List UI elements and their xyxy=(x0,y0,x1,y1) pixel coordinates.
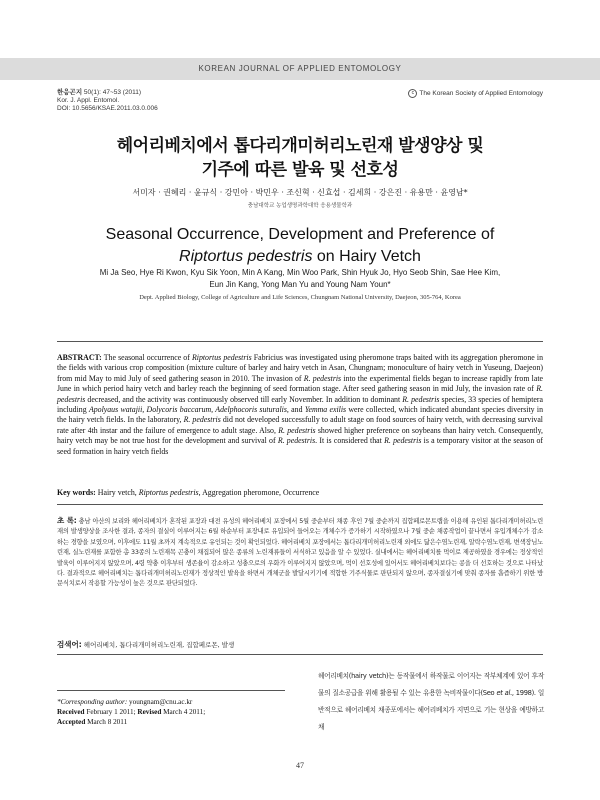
journal-header-band xyxy=(0,58,600,80)
abstract-text: Fabricius was investigated using pheromone traps baited with its aggregation pheromone in the fields with various crop composition (mixture culture of barley and hairy vetch in Asan, Chungnam; monoculture of hairy vetch in Yuseung, Daejeon) from mid May to mid July of seed gathering season in 2010. The invasion of xyxy=(57,353,543,383)
keywords-text: Hairy vetch, xyxy=(95,488,139,497)
received-label: Received xyxy=(57,708,85,716)
body-text-right-column xyxy=(318,668,544,736)
accepted-label: Accepted xyxy=(57,718,86,726)
correspondence-footnote xyxy=(57,697,285,727)
title-species: Riptortus pedestris xyxy=(179,248,313,265)
journal-name: KOREAN JOURNAL OF APPLIED ENTOMOLOGY xyxy=(198,64,402,73)
affiliation-english: Dept. Applied Biology, College of Agriculture and Life Sciences, Chungnam National University, Daejeon, 305-764, Korea xyxy=(139,294,461,301)
korean-keywords-label: 검색어: xyxy=(57,640,82,649)
keywords-bottom-rule xyxy=(57,504,543,505)
affiliation-korean: 충남대학교 농업생명과학대학 응용생물학과 xyxy=(247,203,353,209)
revised-label: Revised xyxy=(137,708,162,716)
title-english-line1: Seasonal Occurrence, Development and Preference of xyxy=(105,226,495,243)
journal-abbrev: Kor. J. Appl. Entomol. xyxy=(57,97,120,104)
abstract-text: decreased, and the activity was continuously observed till early November. In addition to dominant xyxy=(85,394,403,404)
abstract-bottom-rule xyxy=(57,654,543,655)
copyright-text: The Korean Society of Applied Entomology xyxy=(419,90,543,98)
species-name: R. pedestris xyxy=(384,436,422,446)
authors-korean: 서미자 · 권혜리 · 윤규식 · 강민아 · 박민우 · 조신혁 · 신효섭 · 김세희 · 강은진 · 유용만 · 윤영남* xyxy=(132,188,468,197)
citation-volume: 50(1): 47~53 (2011) xyxy=(82,89,142,96)
species-name: Riptortus pedestris xyxy=(138,488,199,497)
doi: DOI: 10.5656/KSAE.2011.03.0.006 xyxy=(57,105,158,112)
keywords xyxy=(57,488,543,497)
species-name: R. pedestris xyxy=(402,394,440,404)
authors-english-line1: Mi Ja Seo, Hye Ri Kwon, Kyu Sik Yoon, Min A Kang, Min Woo Park, Shin Hyuk Jo, Hyo Seob Shin, Sae Hee Kim, xyxy=(99,268,501,277)
abstract-text: . It is considered that xyxy=(315,436,385,446)
korean-abstract-label: 초 록: xyxy=(57,516,77,525)
abstract-text: showed higher preference on soybeans than hairy vetch. Consequently, hairy vetch may be not true host for the development and survival of xyxy=(57,425,543,446)
corresponding-email: youngnam@cnu.ac.kr xyxy=(127,698,193,706)
keywords-label: Key words: xyxy=(57,488,96,497)
copyright-icon: c xyxy=(408,89,417,98)
species-name: Riptortus pedestris xyxy=(191,353,252,362)
body-text: 헤어리베치(hairy vetch)는 동작물에서 하작물로 이어지는 작부체계에 있어 후작물의 질소공급을 위해 활용될 수 있는 유용한 녹비작물이다(Seo xyxy=(318,672,544,697)
species-name: R. pedestris xyxy=(277,436,316,446)
title-korean-line2: 기주에 따른 발육 및 선호성 xyxy=(201,160,399,180)
korean-keywords-text: 헤어리베치, 톱다리개미허리노린재, 집합페로몬, 발생 xyxy=(81,641,235,649)
abstract-label: ABSTRACT: xyxy=(57,353,102,362)
title-korean-line1: 헤어리베치에서 톱다리개미허리노린재 발생양상 및 xyxy=(116,136,484,156)
received-date: February 1 2011; xyxy=(84,708,138,716)
keywords-text: , Aggregation pheromone, Occurrence xyxy=(198,488,320,497)
abstract-text: and xyxy=(288,405,305,415)
revised-date: March 4 2011; xyxy=(161,708,206,716)
abstract-text: were collected, which indicated abundant species diversity in the hairy vetch fields. In the laboratory, xyxy=(57,405,543,425)
citation-korean: 한응곤지 xyxy=(57,89,83,96)
page-number: 47 xyxy=(296,761,304,770)
abstract xyxy=(57,353,543,457)
species-name: R. pedestris xyxy=(183,415,221,425)
abstract-text: is a temporary visitor at the season of seed formation in hairy vetch fields xyxy=(57,436,544,456)
citation-etal: et al xyxy=(496,689,511,697)
korean-abstract-text: 충남 아산의 보리와 헤어리베치가 혼작된 포장과 대전 유성의 헤어리베치 포장에서 5월 중순부터 채종 후인 7월 중순까지 집합페로몬트랩을 이용해 유인된 톱다리개미허리노린재의 발생양상을 조사한 결과, 종자의 결실이 이루어지는 6월 하순부터 포장내로 유입되어 들어오는 개체수가 증가하기 시작하였으나 7월 중순 채종작업이 끝나면서 유입개체수가 감소하는 경향을 보였으며, 이후에도 11월 초까지 계속적으로 유인되는 것이 확인되었다. 헤어리베치 포장에서는 톱다리개미허리노린재 외에도 닮은수염노린재, 알락수염노린재, 변색장님노린재, 실노린재를 포함한 총 33종의 노린재목 곤충이 채집되어 많은 종류의 노린재류들이 서식하고 있음을 알 수 있었다. 실내에서는 헤어리베치를 먹이로 제공하였을 경우에는 정상적인 발육이 이루어지지 않았으며, 4령 약충 이후부터 생존율이 감소하고 성충으로의 우화가 이루어지지 않았으며, 먹이 선호성에 있어서도 헤어리베치보다는 콩을 더 선호하는 것으로 나타났다. 결과적으로 헤어리베치는 톱다리개미허리노린재가 정상적인 발육을 하면서 개체군을 발달시키기에 적합한 기주식물로 판단되지 않으며, 종자결실기에 맞춰 종자를 흡즙하기 위한 방문식치로서 작용할 가능성이 높은 것으로 판단되었다. xyxy=(57,518,543,588)
abstract-text: species, 33 species of hemiptera including xyxy=(57,394,543,415)
korean-keywords xyxy=(57,639,543,650)
title-english-rest: on Hairy Vetch xyxy=(312,248,421,265)
species-name: Yemma exilis xyxy=(304,405,347,415)
corresponding-author-label: *Corresponding author: xyxy=(57,698,128,706)
species-name: R. pedestris xyxy=(278,425,316,435)
species-name: R. pedestris xyxy=(57,384,543,404)
species-name: R. pedestris xyxy=(303,373,342,383)
abstract-text: did not developed successfully to adult stage on food sources of hairy vetch, with decreasing survival rate after 4th instar and the failure of emergence to adult stage. Also, xyxy=(57,415,543,435)
title-english-line2 xyxy=(0,248,600,266)
body-text: ., 1998). 일반적으로 헤어리베치 채종포에서는 헤어리베치가 지면으로 기는 현상을 예방하고 채 xyxy=(318,689,544,731)
accepted-date: March 8 2011 xyxy=(85,718,128,726)
footnote-rule xyxy=(57,690,285,691)
abstract-text: into the experimental fields began to increase rapidly from late June in which period hairy vetch and barley reach the beginning of seed formation stage. After seed gathering season in mid July, the invasion rate of xyxy=(57,373,543,394)
abstract-top-rule xyxy=(57,341,543,342)
abstract-text: The seasonal occurrence of xyxy=(101,353,192,362)
citation-block xyxy=(57,89,158,113)
copyright-notice xyxy=(408,89,543,98)
authors-english-line2: Eun Jin Kang, Yong Man Yu and Young Nam Youn* xyxy=(209,280,391,289)
korean-abstract xyxy=(57,516,543,590)
species-name: Apolyaus watajii, Dolycoris baccarum, Adelphocoris suturalis, xyxy=(88,405,289,415)
